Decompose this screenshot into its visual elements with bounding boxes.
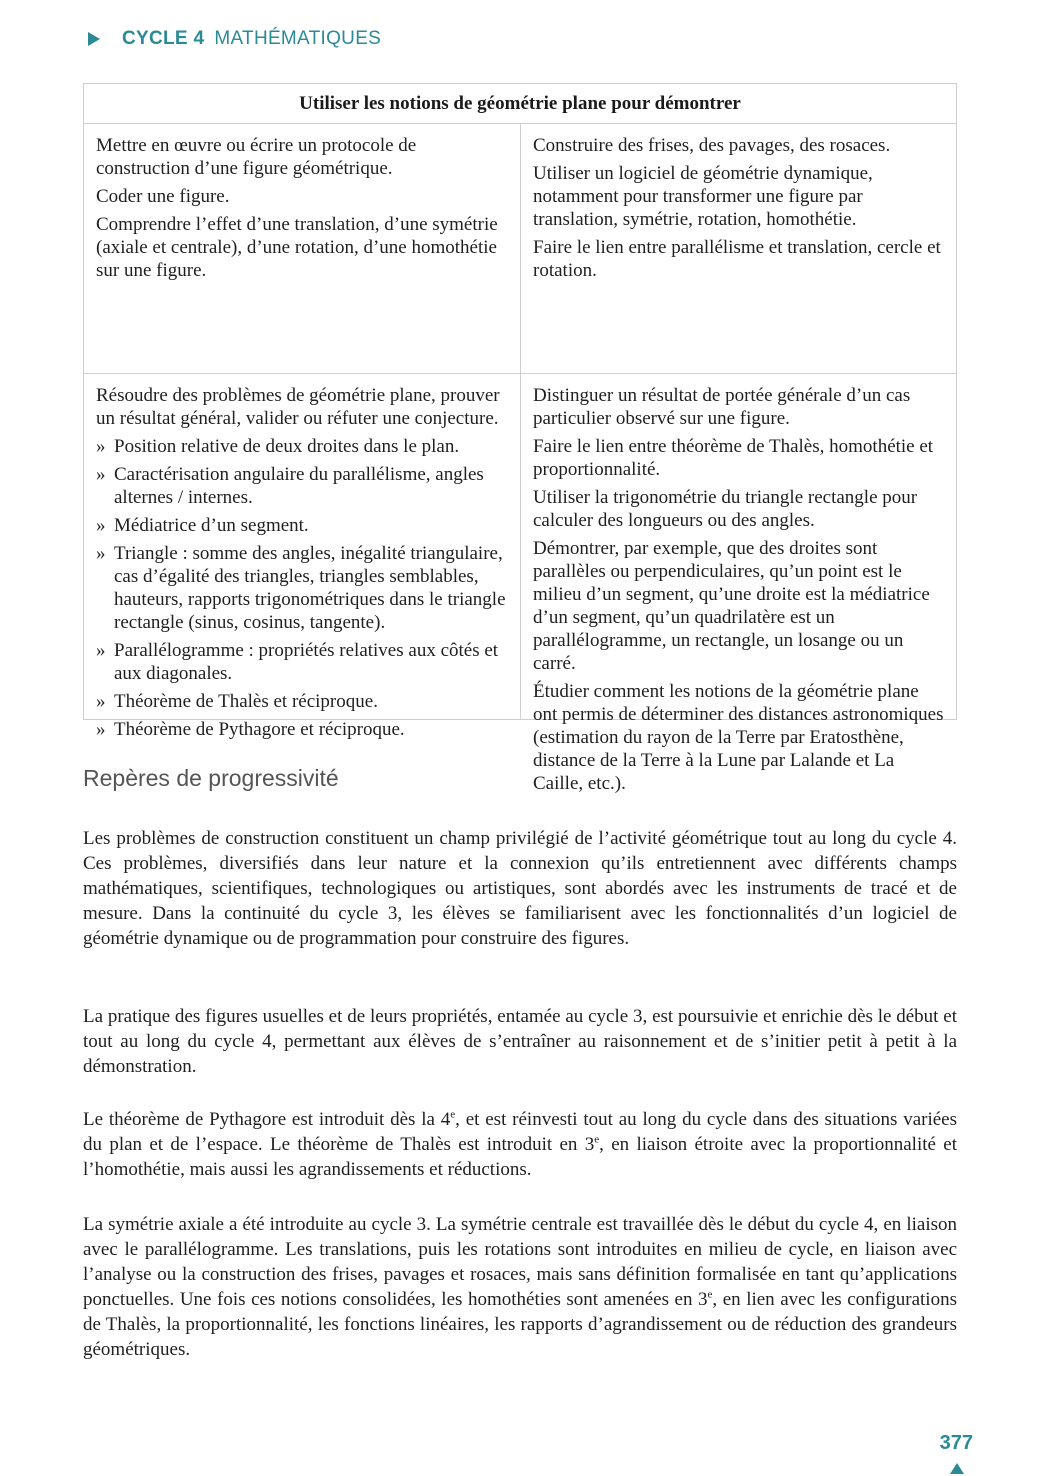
text-run: , en liaison étroite avec la proportionnalité et l’homothétie, mais aussi les agrandissements et réductions.	[83, 1134, 957, 1180]
list-item	[96, 463, 508, 509]
cell-paragraph: Coder une figure.	[96, 186, 230, 207]
list-item	[96, 639, 508, 685]
cell-paragraph: Utiliser la trigonométrie du triangle rectangle pour calculer des longueurs ou des angles.	[533, 487, 918, 531]
list-item	[96, 718, 508, 741]
cell-paragraph: Comprendre l’effet d’une translation, d’une symétrie (axiale et centrale), d’une rotation, d’une homothétie sur une figure.	[96, 214, 498, 281]
list-item	[96, 542, 508, 634]
body-paragraph	[83, 1107, 957, 1182]
cell-paragraph: Distinguer un résultat de portée générale d’un cas particulier observé sur une figure.	[533, 385, 911, 429]
list-item	[96, 690, 508, 713]
body-paragraph: Les problèmes de construction constituent un champ privilégié de l’activité géométrique tout au long du cycle 4. Ces problèmes, diversifiés dans leur nature et la connexion qu’ils entretiennent avec différents champs mathématiques, scientifiques, technologiques ou artistiques, sont abordés avec les instruments de tracé et de mesure. Dans la continuité du cycle 3, les élèves se familiarisent avec les fonctionnalités d’un logiciel de géométrie dynamique ou de programmation pour construire des figures.	[83, 828, 957, 949]
page-header	[88, 26, 381, 52]
cell-paragraph: Étudier comment les notions de la géométrie plane ont permis de déterminer des distances astronomiques (estimation du rayon de la Terre par Eratosthène, distance de la Terre à la Lune par Lalande et La Caille, etc.).	[533, 681, 944, 794]
list-item-text: Parallélogramme : propriétés relatives aux côtés et aux diagonales.	[114, 640, 499, 684]
text-run: La symétrie axiale a été introduite au cycle 3. La symétrie centrale est travaillée dès le début du cycle 4, en liaison avec le parallélogramme. Les translations, puis les rotations sont introduites en milieu de cycle, en liaison avec l’analyse ou la construction des frises, pavages et rosaces, mais sans définition formalisée en tant qu’applications ponctuelles. Une fois ces notions consolidées, les homothéties sont amenées en 3	[83, 1214, 957, 1310]
header-cycle: CYCLE 4	[122, 28, 205, 49]
cell-paragraph: Mettre en œuvre ou écrire un protocole de construction d’une figure géométrique.	[96, 135, 417, 179]
bullet-icon: »	[96, 515, 106, 536]
bullet-icon: »	[96, 543, 106, 564]
bullet-icon: »	[96, 464, 106, 485]
table-cell-knowledge	[84, 124, 521, 373]
cell-paragraph: Utiliser un logiciel de géométrie dynamique, notamment pour transformer une figure par translation, symétrie, rotation, homothétie.	[533, 163, 873, 230]
cell-paragraph: Résoudre des problèmes de géométrie plane, prouver un résultat général, valider ou réfuter une conjecture.	[96, 385, 500, 429]
bullet-icon: »	[96, 436, 106, 457]
section-title: Repères de progressivité	[83, 765, 339, 791]
cell-paragraph: Démontrer, par exemple, que des droites sont parallèles ou perpendiculaires, qu’un point est le milieu d’un segment, qu’une droite est la médiatrice d’un segment, qu’un quadrilatère est un parallélogramme, un rectangle, un losange ou un carré.	[533, 538, 930, 674]
table-cell-activities	[521, 124, 956, 373]
cell-paragraph: Construire des frises, des pavages, des rosaces.	[533, 135, 891, 156]
text-run: Le théorème de Pythagore est introduit dès la 4	[83, 1109, 451, 1130]
list-item-text: Médiatrice d’un segment.	[114, 515, 309, 536]
bullet-icon: »	[96, 691, 106, 712]
table-cell-activities	[521, 374, 956, 794]
body-paragraph: La pratique des figures usuelles et de leurs propriétés, entamée au cycle 3, est poursuivie et enrichie dès le début et tout au long du cycle 4, permettant aux élèves de s’entraîner au raisonnement et de s’initier petit à petit à la démonstration.	[83, 1006, 957, 1077]
table-title: Utiliser les notions de géométrie plane pour démontrer	[84, 84, 956, 124]
list-item-text: Caractérisation angulaire du parallélisme, angles alternes / internes.	[114, 464, 484, 508]
text-run: , en lien avec les configurations de Thalès, la proportionnalité, les fonctions linéaires, les rapports d’agrandissement ou de réduction des grandeurs géométriques.	[83, 1289, 957, 1360]
page-number: 377	[939, 1432, 973, 1454]
superscript: e	[450, 1108, 456, 1121]
bullet-icon: »	[96, 719, 106, 740]
text-run: , et est réinvesti tout au long du cycle dans des situations variées du plan et de l’espace. Le théorème de Thalès est introduit en 3	[83, 1109, 957, 1155]
list-item-text: Triangle : somme des angles, inégalité triangulaire, cas d’égalité des triangles, triangles semblables, hauteurs, rapports trigonométriques dans le triangle rectangle (sinus, cosinus, tangente).	[114, 543, 506, 633]
table-row	[84, 124, 956, 374]
header-subject: MATHÉMATIQUES	[214, 28, 382, 49]
list-item-text: Théorème de Pythagore et réciproque.	[114, 719, 405, 740]
table-cell-knowledge	[84, 374, 521, 740]
body-paragraph	[83, 1212, 957, 1362]
triangle-up-icon	[950, 1463, 964, 1474]
superscript: e	[594, 1133, 600, 1146]
list-item-text: Théorème de Thalès et réciproque.	[114, 691, 378, 712]
list-item	[96, 514, 508, 537]
cell-paragraph: Faire le lien entre parallélisme et translation, cercle et rotation.	[533, 237, 941, 281]
header-arrow-icon	[88, 32, 100, 46]
list-item	[96, 435, 508, 458]
cell-paragraph: Faire le lien entre théorème de Thalès, homothétie et proportionnalité.	[533, 436, 934, 480]
superscript: e	[707, 1288, 713, 1301]
list-item-text: Position relative de deux droites dans le plan.	[114, 436, 460, 457]
bullet-icon: »	[96, 640, 106, 661]
bullet-list	[96, 435, 508, 741]
